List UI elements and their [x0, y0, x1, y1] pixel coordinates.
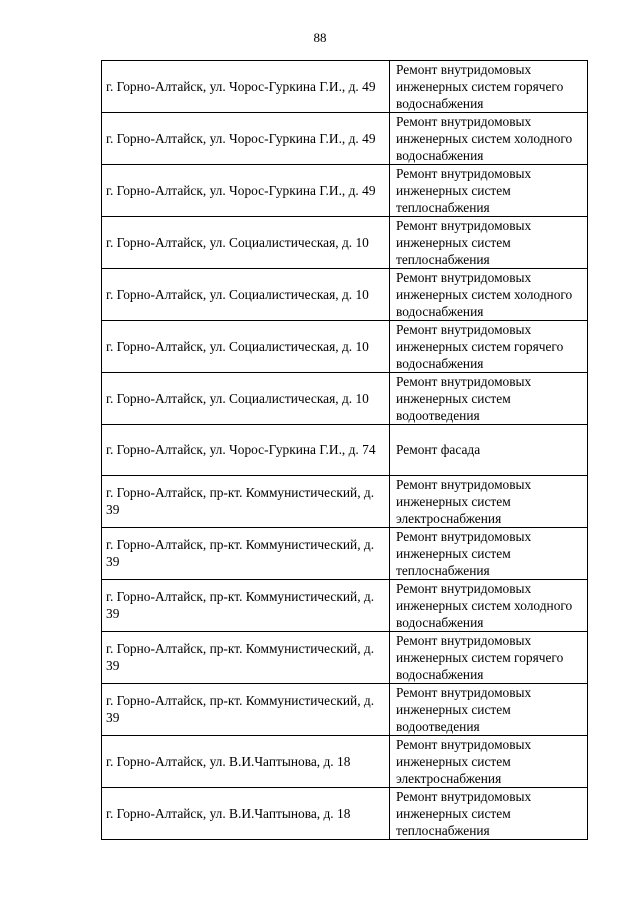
- address-cell: г. Горно-Алтайск, ул. Чорос-Гуркина Г.И., д. 74: [102, 425, 390, 476]
- table-row: [102, 527, 588, 579]
- table-row: [102, 269, 588, 321]
- work-cell: Ремонт внутридомовых инженерных систем горячего водоснабжения: [390, 321, 588, 373]
- work-cell: Ремонт внутридомовых инженерных систем теплоснабжения: [390, 217, 588, 269]
- work-cell: Ремонт внутридомовых инженерных систем электроснабжения: [390, 735, 588, 787]
- work-cell: Ремонт фасада: [390, 425, 588, 476]
- address-cell: г. Горно-Алтайск, ул. В.И.Чаптынова, д. 18: [102, 787, 390, 839]
- table-row: [102, 425, 588, 476]
- address-cell: г. Горно-Алтайск, ул. Чорос-Гуркина Г.И., д. 49: [102, 61, 390, 113]
- address-cell: г. Горно-Алтайск, пр-кт. Коммунистический, д. 39: [102, 527, 390, 579]
- address-cell: г. Горно-Алтайск, пр-кт. Коммунистический, д. 39: [102, 631, 390, 683]
- table-row: [102, 683, 588, 735]
- work-cell: Ремонт внутридомовых инженерных систем теплоснабжения: [390, 787, 588, 839]
- table-row: [102, 631, 588, 683]
- work-cell: Ремонт внутридомовых инженерных систем водоотведения: [390, 683, 588, 735]
- work-cell: Ремонт внутридомовых инженерных систем водоотведения: [390, 373, 588, 425]
- work-cell: Ремонт внутридомовых инженерных систем теплоснабжения: [390, 165, 588, 217]
- works-table: [101, 60, 588, 840]
- work-cell: Ремонт внутридомовых инженерных систем холодного водоснабжения: [390, 269, 588, 321]
- work-cell: Ремонт внутридомовых инженерных систем теплоснабжения: [390, 527, 588, 579]
- address-cell: г. Горно-Алтайск, ул. В.И.Чаптынова, д. 18: [102, 735, 390, 787]
- address-cell: г. Горно-Алтайск, ул. Социалистическая, д. 10: [102, 269, 390, 321]
- address-cell: г. Горно-Алтайск, ул. Социалистическая, д. 10: [102, 321, 390, 373]
- work-cell: Ремонт внутридомовых инженерных систем холодного водоснабжения: [390, 113, 588, 165]
- page-number: 88: [313, 30, 327, 45]
- table-row: [102, 373, 588, 425]
- table-row: [102, 113, 588, 165]
- table-row: [102, 165, 588, 217]
- address-cell: г. Горно-Алтайск, ул. Социалистическая, д. 10: [102, 373, 390, 425]
- table-row: [102, 787, 588, 839]
- table-row: [102, 735, 588, 787]
- address-cell: г. Горно-Алтайск, ул. Социалистическая, д. 10: [102, 217, 390, 269]
- work-cell: Ремонт внутридомовых инженерных систем горячего водоснабжения: [390, 631, 588, 683]
- table-row: [102, 61, 588, 113]
- address-cell: г. Горно-Алтайск, ул. Чорос-Гуркина Г.И., д. 49: [102, 165, 390, 217]
- table-row: [102, 475, 588, 527]
- table-row: [102, 321, 588, 373]
- address-cell: г. Горно-Алтайск, пр-кт. Коммунистический, д. 39: [102, 683, 390, 735]
- address-cell: г. Горно-Алтайск, пр-кт. Коммунистический, д. 39: [102, 579, 390, 631]
- work-cell: Ремонт внутридомовых инженерных систем электроснабжения: [390, 475, 588, 527]
- table-row: [102, 217, 588, 269]
- work-cell: Ремонт внутридомовых инженерных систем горячего водоснабжения: [390, 61, 588, 113]
- work-cell: Ремонт внутридомовых инженерных систем холодного водоснабжения: [390, 579, 588, 631]
- address-cell: г. Горно-Алтайск, пр-кт. Коммунистический, д. 39: [102, 475, 390, 527]
- address-cell: г. Горно-Алтайск, ул. Чорос-Гуркина Г.И., д. 49: [102, 113, 390, 165]
- table-row: [102, 579, 588, 631]
